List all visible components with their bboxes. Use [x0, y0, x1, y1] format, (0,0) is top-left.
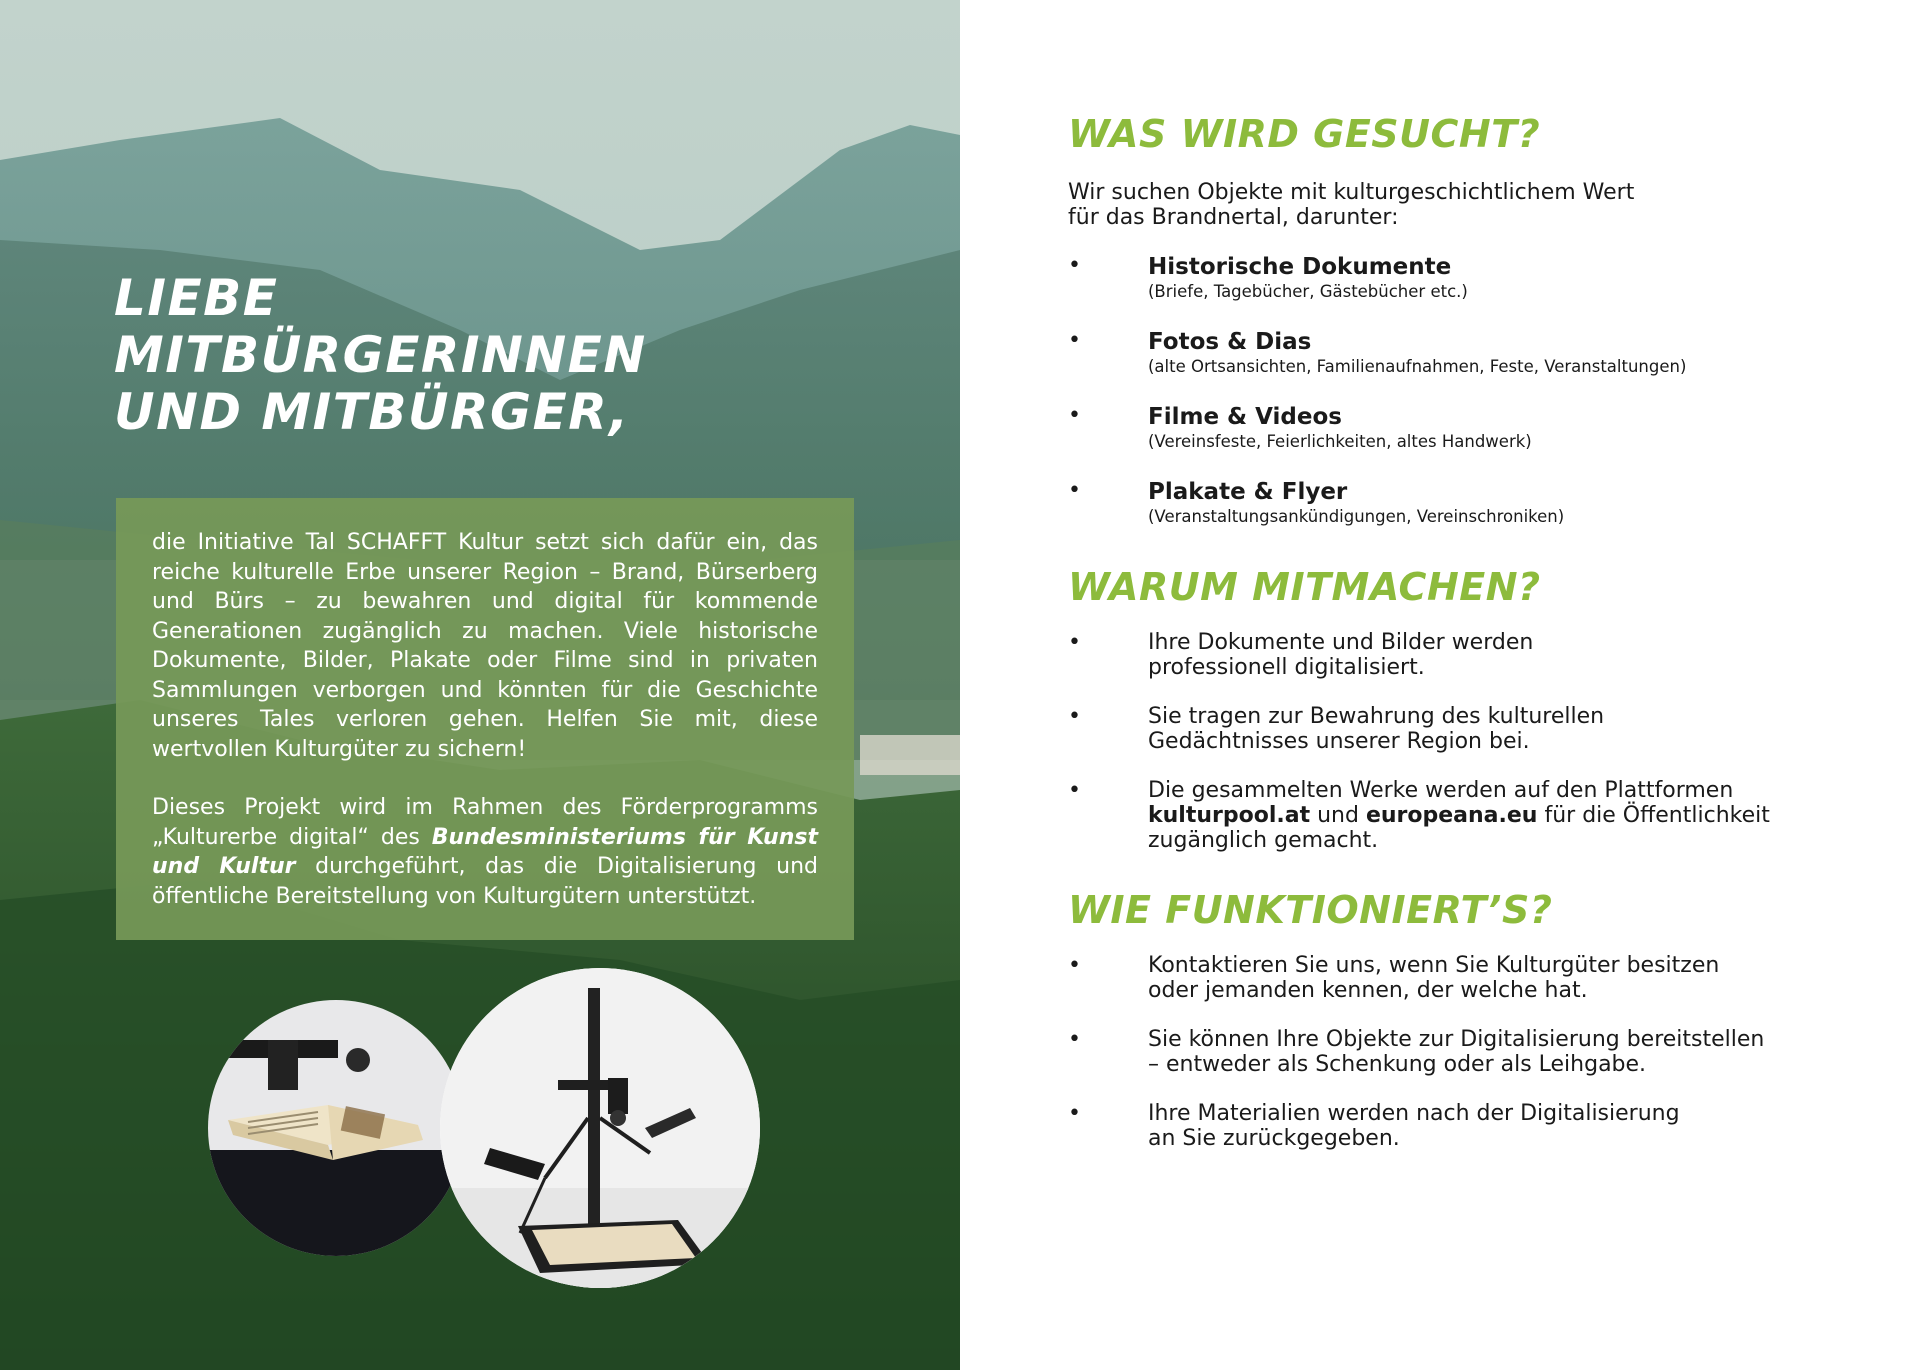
ministry-name: Bundesministeriums für Kunst und Kultur — [152, 824, 818, 879]
item-title: Fotos & Dias — [1148, 329, 1312, 355]
europeana-link[interactable]: europeana.eu — [1365, 803, 1538, 828]
bullet: • — [1068, 328, 1081, 353]
intro-text-box — [116, 498, 854, 940]
section1-intro-line-1: Wir suchen Objekte mit kulturgeschichtlichem Wert — [1068, 180, 1635, 205]
bullet: • — [1068, 630, 1081, 655]
book-scanner-photo — [208, 1000, 464, 1256]
intro-paragraph-1: die Initiative Tal SCHAFFT Kultur setzt sich dafür ein, das reiche kulturelle Erbe unserer Region – Brand, Bürserberg und Bürs – zu bewahren und digital für kommende Generationen zugänglich zu machen. Viele historische Dokumente, Bilder, Plakate oder Filme sind in privaten Sammlungen verborgen und könnten für die Geschichte unseres Tales verloren gehen. Helfen Sie mit, diese wertvollen Kulturgüter zu sichern! — [152, 530, 818, 762]
intro-paragraph-2-pre: Dieses Projekt wird im Rahmen des Förderprogramms „Kulturerbe digital“ des — [152, 795, 818, 850]
item-subtitle: (Veranstaltungsankündigungen, Vereinschroniken) — [1148, 507, 1565, 526]
headline-line-1: LIEBE — [114, 269, 279, 327]
item-title: Historische Dokumente — [1148, 254, 1452, 280]
bullet: • — [1068, 704, 1081, 729]
item-subtitle: (alte Ortsansichten, Familienaufnahmen, Feste, Veranstaltungen) — [1148, 357, 1687, 376]
kulturpool-link[interactable]: kulturpool.at — [1148, 803, 1311, 828]
bullet: • — [1068, 403, 1081, 428]
item-line: an Sie zurückgegeben. — [1148, 1126, 1400, 1151]
item-line: – entweder als Schenkung oder als Leihgabe. — [1148, 1052, 1647, 1077]
item-line: Gedächtnisses unserer Region bei. — [1148, 729, 1530, 754]
bullet: • — [1068, 1027, 1081, 1052]
bullet: • — [1068, 1101, 1081, 1126]
heading-was-wird-gesucht: WAS WIRD GESUCHT? — [1068, 112, 1541, 156]
item-line: professionell digitalisiert. — [1148, 655, 1425, 680]
section1-intro — [1068, 180, 1634, 230]
bullet: • — [1068, 478, 1081, 503]
intro-paragraph-2-post: durchgeführt, das die Digitalisierung und öffentliche Bereitstellung von Kulturgütern unterstützt. — [152, 854, 818, 909]
headline-line-2: MITBÜRGERINNEN — [114, 326, 647, 384]
item-subtitle: (Vereinsfeste, Feierlichkeiten, altes Handwerk) — [1148, 432, 1532, 451]
headline — [114, 270, 647, 441]
heading-warum-mitmachen: WARUM MITMACHEN? — [1068, 565, 1541, 609]
item-text: und — [1310, 803, 1366, 828]
item-line: Ihre Materialien werden nach der Digitalisierung — [1148, 1101, 1680, 1126]
item-line: zugänglich gemacht. — [1148, 828, 1379, 853]
item-title: Plakate & Flyer — [1148, 479, 1348, 505]
item-line: Die gesammelten Werke werden auf den Plattformen — [1148, 778, 1734, 803]
section1-intro-line-2: für das Brandnertal, darunter: — [1068, 205, 1399, 230]
headline-line-3: UND MITBÜRGER, — [114, 383, 630, 441]
intro-paragraph-2 — [152, 793, 818, 911]
bullet: • — [1068, 953, 1081, 978]
item-title: Filme & Videos — [1148, 404, 1342, 430]
item-line: Sie können Ihre Objekte zur Digitalisierung bereitstellen — [1148, 1027, 1765, 1052]
copy-stand-photo — [440, 968, 760, 1288]
item-text: für die Öffentlichkeit — [1537, 803, 1770, 828]
item-line: Ihre Dokumente und Bilder werden — [1148, 630, 1534, 655]
item-subtitle: (Briefe, Tagebücher, Gästebücher etc.) — [1148, 282, 1468, 301]
item-line: Sie tragen zur Bewahrung des kulturellen — [1148, 704, 1605, 729]
right-panel — [960, 0, 1920, 1370]
item-line: oder jemanden kennen, der welche hat. — [1148, 978, 1588, 1003]
heading-wie-funktionierts: WIE FUNKTIONIERT’S? — [1068, 888, 1553, 932]
bullet: • — [1068, 253, 1081, 278]
bullet: • — [1068, 778, 1081, 803]
item-line: Kontaktieren Sie uns, wenn Sie Kulturgüter besitzen — [1148, 953, 1720, 978]
